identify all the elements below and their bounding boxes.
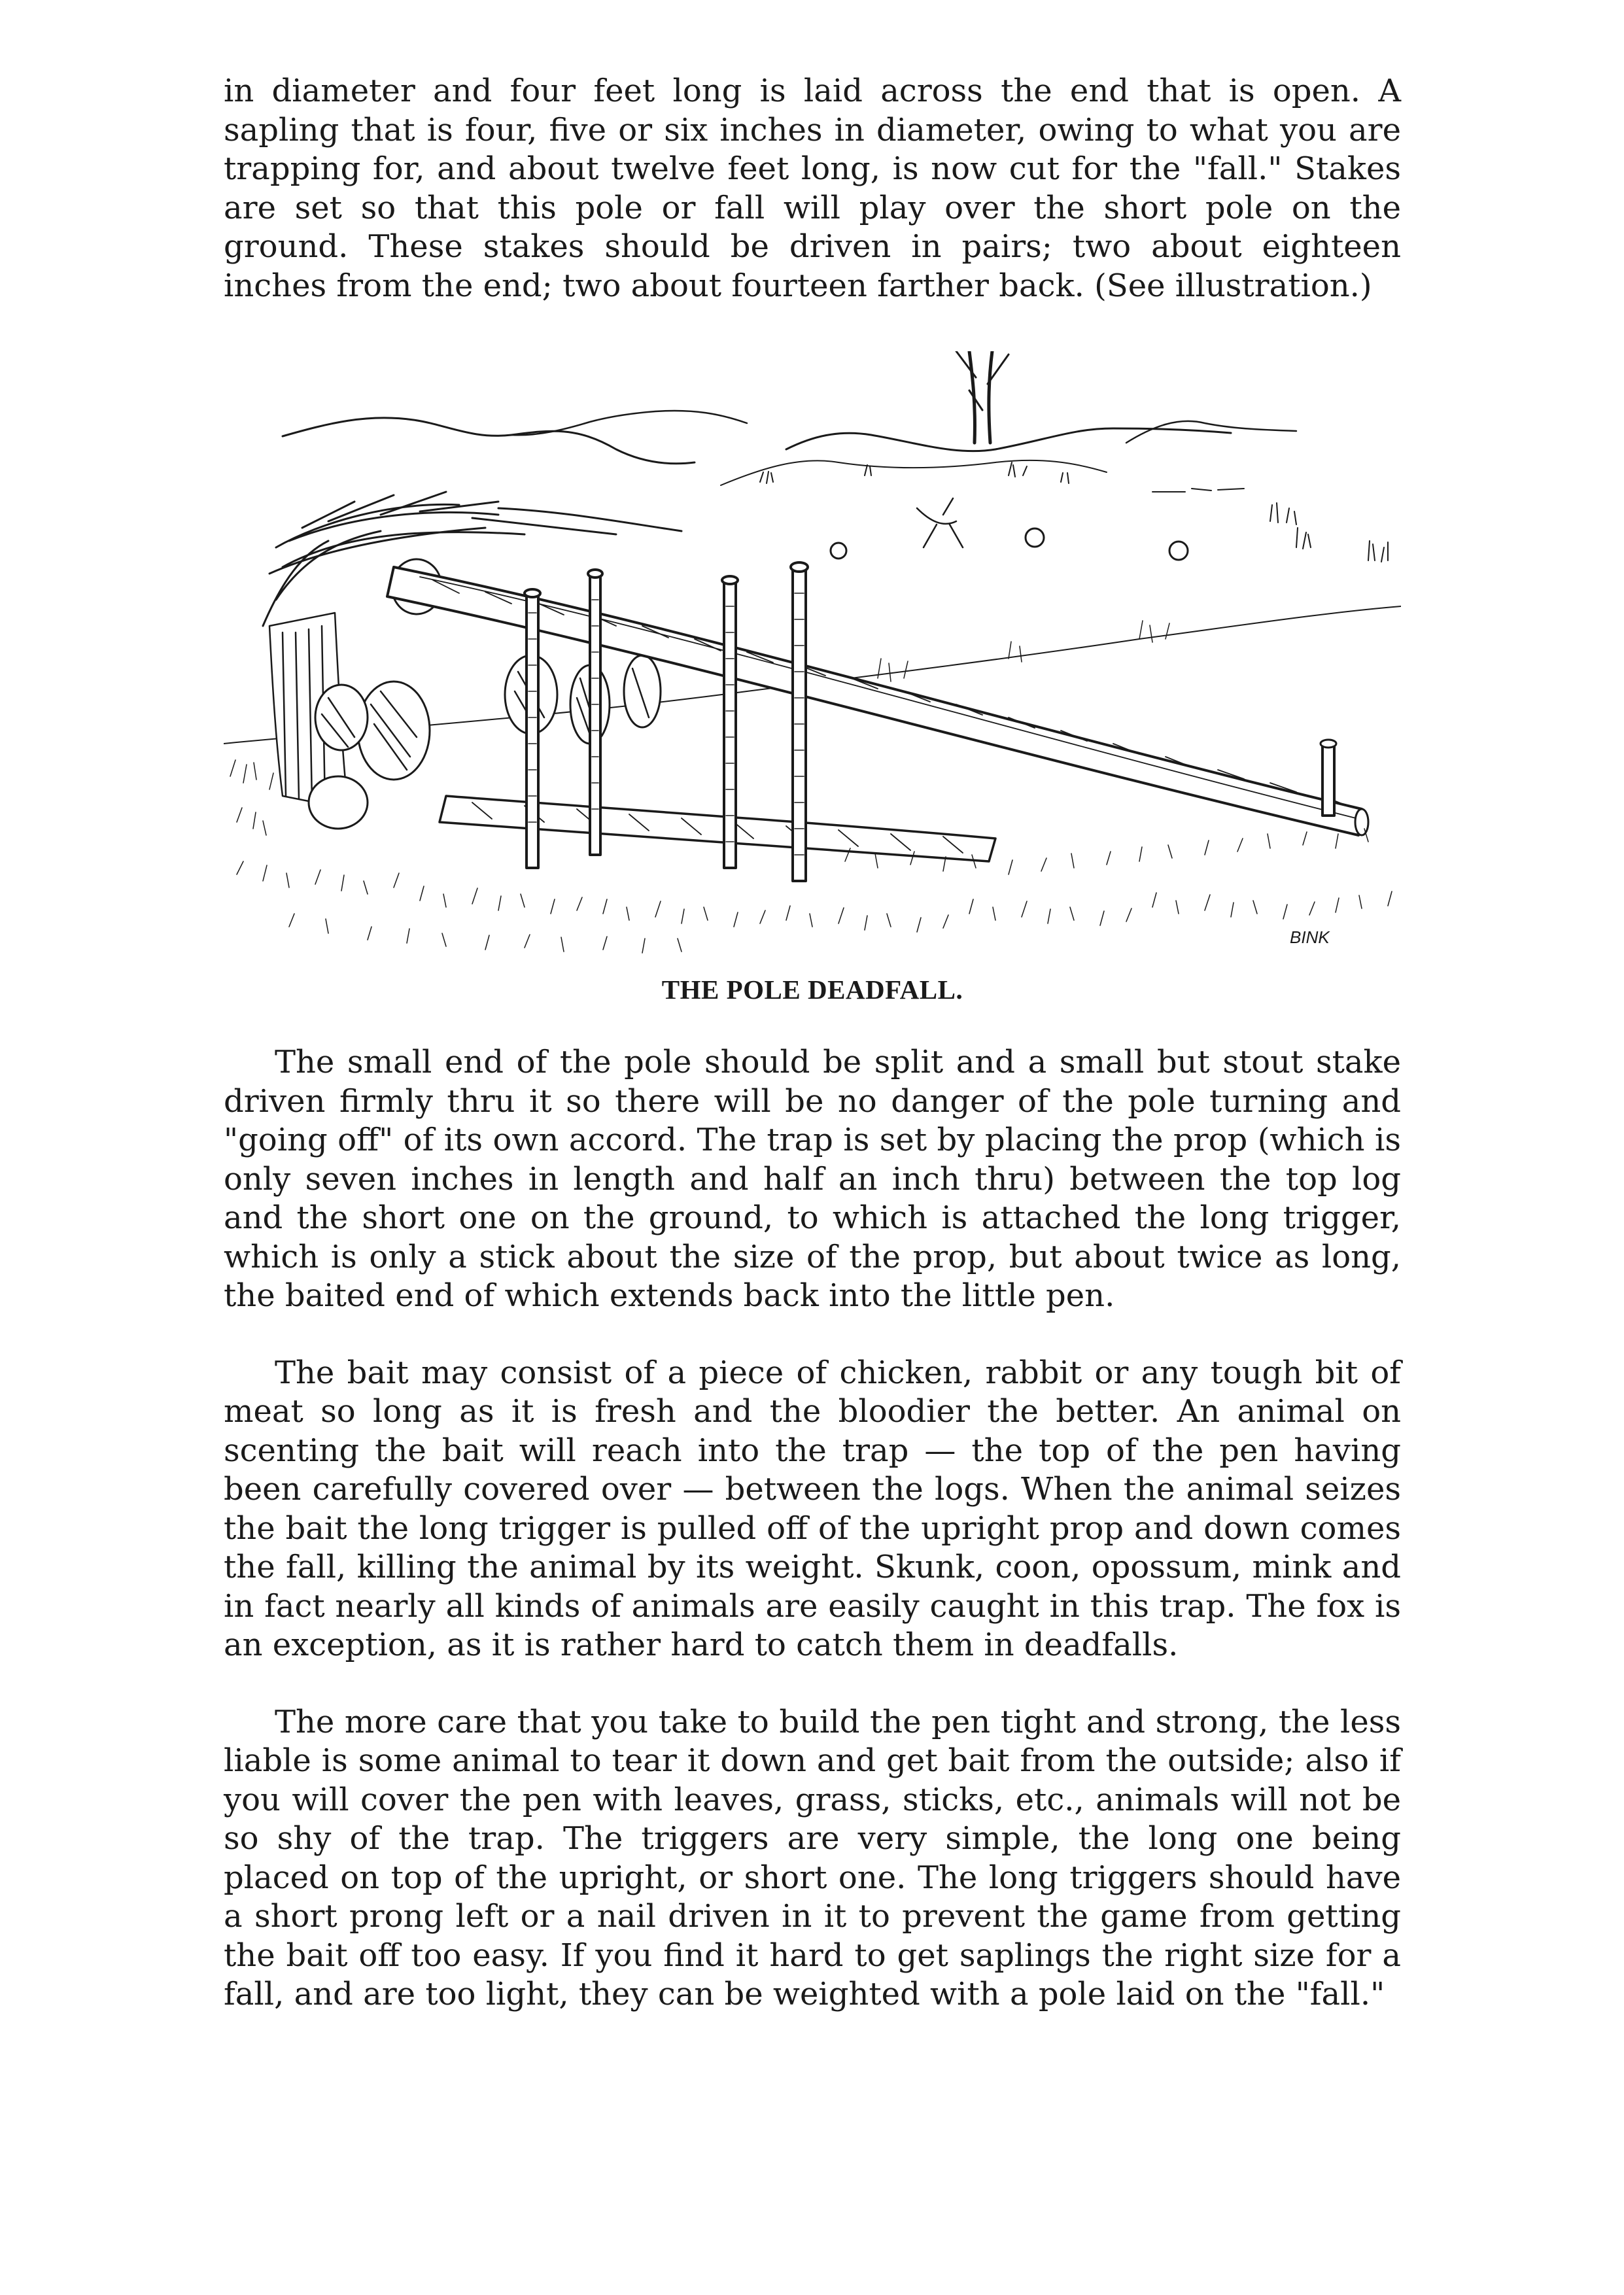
artist-signature: BINK bbox=[1290, 927, 1330, 947]
pole-deadfall-drawing bbox=[224, 351, 1401, 966]
paragraph-4: The more care that you take to build the pen tight and strong, the less liable is some animal to tear it down and get bait from the outside; also if you will cover the pen with leaves, grass, sticks, etc., animals will not be so shy of the trap. The triggers are very simple, the long one being placed on top of the upright, or short one. The long triggers should have a short prong left or a nail driven in it to prevent the game from getting the bait off too easy. If you find it hard to get saplings the right size for a fall, and are too light, they can be weighted with a pole laid on the "fall." bbox=[224, 1703, 1401, 2012]
figure-caption: THE POLE DEADFALL. bbox=[661, 975, 963, 1005]
illustration-pole-deadfall bbox=[224, 351, 1401, 1005]
page-content bbox=[224, 72, 1401, 2014]
paragraph-3: The bait may consist of a piece of chicken, rabbit or any tough bit of meat so long as it is fresh and the bloodier the better. An animal on scenting the bait will reach into the trap — the top of the pen having been carefully covered over — between the logs. When the animal seizes the bait the long trigger is pulled off of the upright prop and down comes the fall, killing the animal by its weight. Skunk, coon, opossum, mink and in fact nearly all kinds of animals are easily caught in this trap. The fox is an exception, as it is rather hard to catch them in deadfalls. bbox=[224, 1354, 1401, 1663]
paragraph-1: in diameter and four feet long is laid across the end that is open. A sapling that is four, five or six inches in diameter, owing to what you are trapping for, and about twelve feet long, is now cut for the "fall." Stakes are set so that this pole or fall will play over the short pole on the ground. These stakes should be driven in pairs; two about eighteen inches from the end; two about fourteen farther back. (See illustration.) bbox=[224, 73, 1401, 304]
paragraph-2: The small end of the pole should be split and a small but stout stake driven firmly thru it so there will be no danger of the pole turning and "going off" of its own accord. The trap is set by placing the prop (which is only seven inches in length and half an inch thru) between the top log and the short one on the ground, to which is attached the long trigger, which is only a stick about the size of the prop, but about twice as long, the baited end of which extends back into the little pen. bbox=[224, 1044, 1401, 1314]
